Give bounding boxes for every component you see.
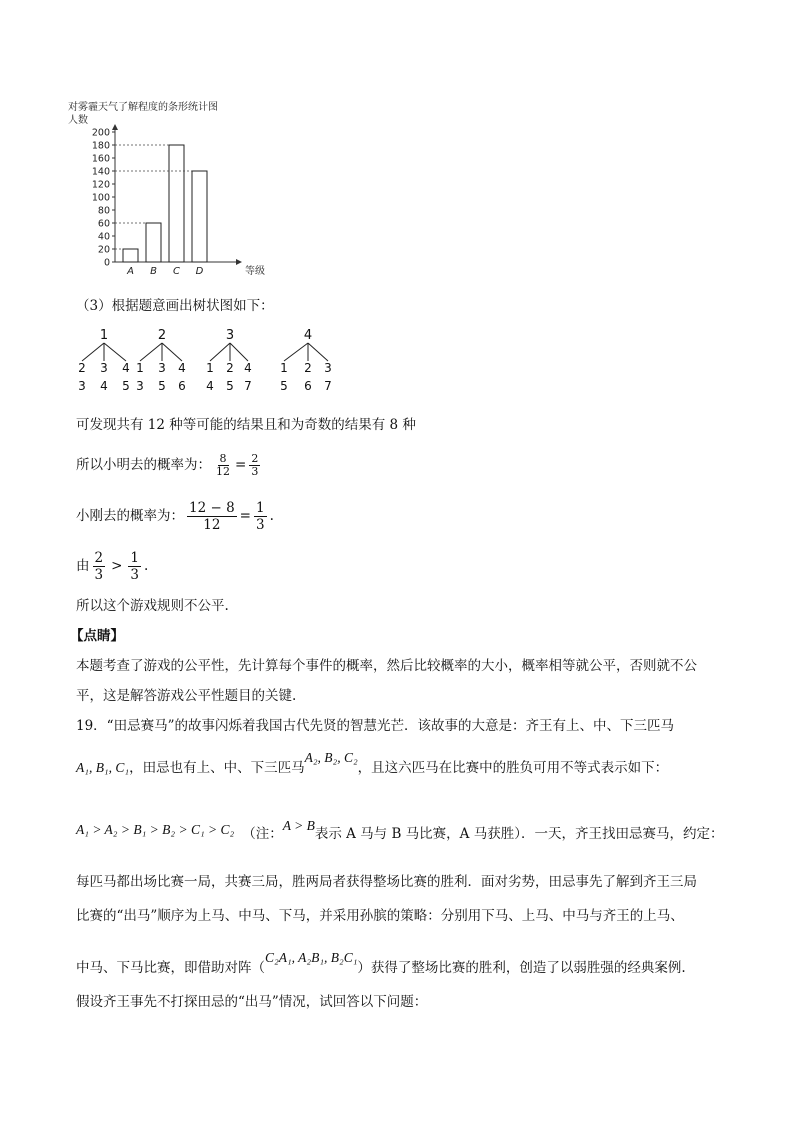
math-qi-horses: A₁, B₁, C₁ [76,760,130,775]
numerator: 2 [251,451,259,465]
y-tick-label: 20 [97,244,110,256]
y-tick-label: 40 [97,231,110,243]
tree-branch [162,343,182,361]
tree-branch [284,343,308,361]
xiaogang-label: 小刚去的概率为： [76,508,184,524]
denominator: 3 [94,566,104,583]
fraction-8-12 [214,453,232,478]
x-tick-label-A: A [127,266,134,277]
denominator: 3 [255,516,265,533]
x-tick-label-B: B [150,266,157,277]
paragraph-xiaoming-probability [76,448,263,482]
tree-child: 1 [280,361,288,375]
y-tick-label: 80 [97,205,110,217]
fraction-2-3 [249,453,260,478]
paragraph-outcomes: 可发现共有 12 种等可能的结果且和为奇数的结果有 8 种 [76,417,416,433]
tree-branch [210,343,230,361]
tree-branch [230,343,248,361]
numerator: 12 − 8 [189,499,235,516]
y-tick-label: 100 [91,192,110,204]
q19-l6-end: ）获得了整场比赛的胜利，创造了以弱胜强的经典案例. [357,960,686,976]
math-tian-horses: A₂, B₂, C₂ [304,750,358,765]
x-tick-label-D: D [195,266,204,277]
tree-branch [104,343,126,361]
x-axis-label: 等级 [245,266,265,277]
comment-line-2: 平，这是解答游戏公平性题目的关键. [76,688,297,704]
denominator: 3 [130,566,139,583]
tree-child: 3 [100,361,108,375]
tree-sum: 5 [280,379,288,393]
fraction-12minus8-12 [187,500,237,533]
math-pairings: C₂A₁, A₂B₁, B₂C₁ [265,950,358,965]
y-tick-label: 160 [91,153,110,165]
paragraph-comparison [76,546,148,586]
y-tick-label: 200 [91,127,110,139]
equals-sign: = [235,457,247,473]
x-tick-label-C: C [173,266,180,277]
question-19-line-4: 每匹马都出场比赛一局，共赛三局，胜两局者获得整场比赛的胜利．面对劣势，田忌事先了解到齐王三局 [76,874,697,890]
tree-sum: 6 [178,379,186,393]
bar-chart [60,92,290,287]
numerator: 8 [219,451,227,465]
note-rest: 表示 A 马与 B 马比赛，A 马获胜）．一天，齐王找田忌赛马，约定： [314,826,724,842]
numerator: 2 [94,549,104,566]
tree-sum: 3 [78,379,86,393]
bar-C [169,145,184,262]
period: . [144,558,149,574]
bar-D [192,171,207,262]
tree-root: 3 [225,328,235,343]
x-axis-arrow [236,259,242,265]
tree-sum: 5 [226,379,234,393]
xiaoming-label: 所以小明去的概率为： [76,457,211,473]
tree-child: 3 [158,361,166,375]
period: . [269,508,274,524]
denominator: 12 [216,464,230,478]
comparison-label: 由 [76,558,90,574]
equals-sign: = [239,508,251,524]
tree-child: 1 [136,361,144,375]
tree-sum: 4 [206,379,214,393]
tree-root: 2 [157,328,167,343]
note-open: （注： [242,826,283,842]
bar-B [146,223,161,262]
tree-sum: 5 [158,379,166,393]
denominator: 12 [203,516,221,533]
question-19-line-3 [76,818,724,844]
chart-title: 对雾霾天气了解程度的条形统计图 [68,102,218,113]
tree-sum: 6 [304,379,312,393]
q19-l2-mid: ，田忌也有上、中、下三匹马 [129,760,305,776]
tree-child: 2 [78,361,86,375]
question-19-line-2 [76,750,669,778]
tree-sum: 4 [100,379,108,393]
numerator: 1 [130,549,139,566]
tree-child: 4 [122,361,130,375]
q19-l6-prefix: 中马、下马比赛，即借助对阵（ [76,960,265,976]
y-tick-label: 0 [103,257,110,269]
y-axis-arrow [112,124,118,130]
y-tick-label: 60 [97,218,110,230]
tree-child: 2 [226,361,234,375]
denominator: 3 [251,464,259,478]
tree-sum: 7 [324,379,332,393]
question-19-line-5: 比赛的“出马”顺序为上马、中马、下马，并采用孙膑的策略：分别用下马、上马、中马与齐王的上马、 [76,908,684,924]
question-19-line-7: 假设齐王事先不打探田忌的“出马”情况，试回答以下问题： [76,994,428,1010]
y-tick-label: 180 [91,140,110,152]
tree-diagram-svg [70,325,370,400]
math-a-gt-b: A > B [282,818,315,833]
bar-A [123,249,138,262]
tree-branch [308,343,328,361]
comment-heading: 【点睛】 [70,628,124,644]
tree-root: 4 [303,328,313,343]
comment-line-1: 本题考查了游戏的公平性，先计算每个事件的概率，然后比较概率的大小，概率相等就公平，否则就不公 [76,658,697,674]
tree-child: 4 [178,361,186,375]
fraction-1-3 [254,500,267,533]
y-axis-label: 人数 [68,115,88,126]
tree-sum: 5 [122,379,130,393]
y-tick-label: 120 [91,179,110,191]
tree-child: 3 [324,361,332,375]
section-3-heading: （3）根据题意画出树状图如下： [76,298,274,314]
paragraph-xiaogang-probability [76,496,274,536]
math-inequality-chain: A₁ > A₂ > B₁ > B₂ > C₁ > C₂ [76,822,235,837]
paragraph-conclusion: 所以这个游戏规则不公平. [76,598,229,614]
tree-sum: 7 [244,379,252,393]
question-19-line-6 [76,950,686,978]
tree-root: 1 [99,328,109,343]
q19-l2-end: ，且这六匹马在比赛中的胜负可用不等式表示如下： [357,760,669,776]
question-19-line-1: 19．“田忌赛马”的故事闪烁着我国古代先贤的智慧光芒．该故事的大意是：齐王有上、中、下三匹马 [76,718,674,734]
fraction-1-3 [128,550,141,583]
tree-branch [82,343,104,361]
tree-child: 2 [304,361,312,375]
tree-diagram [70,325,370,400]
y-tick-label: 140 [91,166,110,178]
greater-than-sign: > [111,558,123,574]
tree-sum: 3 [136,379,144,393]
tree-child: 4 [244,361,252,375]
tree-child: 1 [206,361,214,375]
numerator: 1 [255,499,265,516]
tree-branch [140,343,162,361]
fraction-2-3 [93,550,106,583]
bar-chart-svg [60,92,290,287]
